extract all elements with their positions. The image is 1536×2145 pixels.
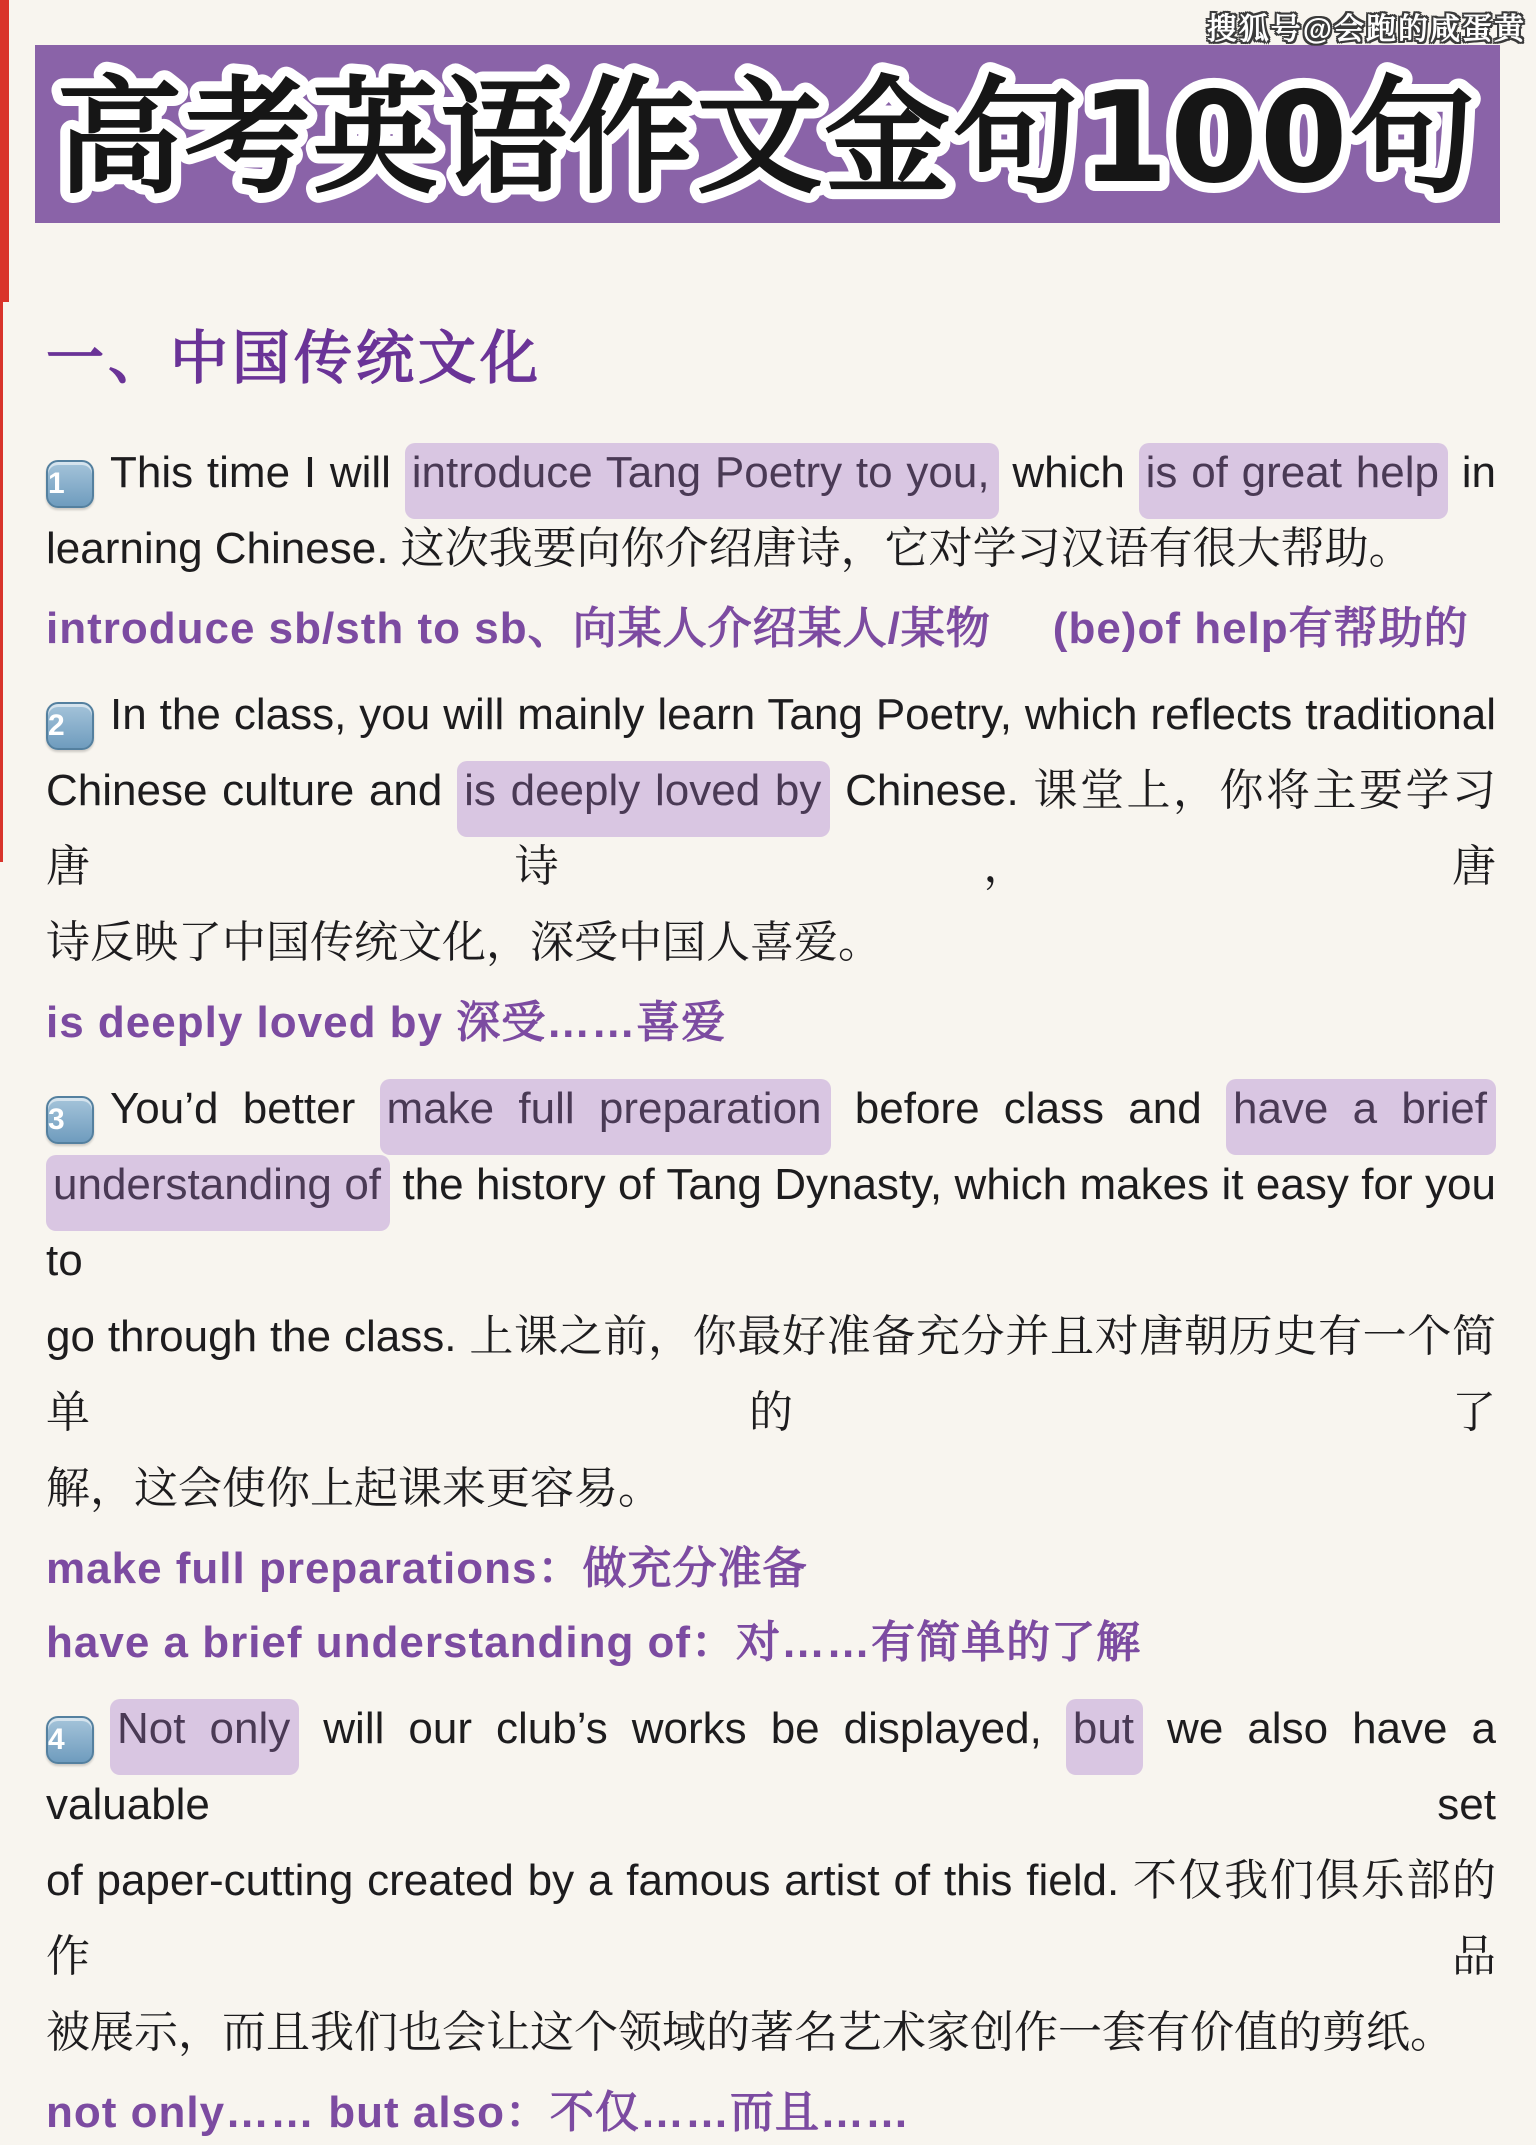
sentence-text: You’d better [110, 1084, 380, 1133]
page-title: 高考英语作文金句100句 [56, 64, 1478, 211]
items-container [46, 435, 1496, 2145]
sentence-text: of paper-cutting created by a famous artist of this field. 不仅我们俱乐部的作品 [46, 1856, 1496, 1981]
highlighted-phrase: make full preparation [380, 1079, 831, 1155]
sentence-text: will our club’s works be displayed, [299, 1704, 1066, 1753]
watermark: 搜狐号@会跑的咸蛋黄 [1206, 13, 1526, 46]
highlighted-phrase: but [1066, 1699, 1143, 1775]
sentence-text: 诗反映了中国传统文化，深受中国人喜爱。 [46, 918, 882, 967]
sentence-item-4 [46, 1691, 1496, 2145]
sentence-text: This time I will [110, 448, 405, 497]
sentence-text: learning Chinese. 这次我要向你介绍唐诗，它对学习汉语有很大帮助。 [46, 524, 1413, 573]
sentence-item-2 [46, 677, 1496, 1055]
item-number-badge: 3 [46, 1096, 94, 1144]
sentence-line [46, 753, 1496, 905]
sentence-line [46, 1299, 1496, 1451]
sentence-text: before class and [830, 1084, 1226, 1133]
phrase-note-text: (be)of help有帮助的 [1052, 604, 1469, 653]
title-banner [35, 45, 1500, 223]
sentence-text: Chinese. 课堂上，你将主要学习唐诗，唐 [46, 766, 1497, 891]
highlighted-phrase: introduce Tang Poetry to you, [405, 443, 999, 519]
phrase-note [46, 1611, 1496, 1675]
sentence-line [46, 905, 1496, 981]
sentence-line [46, 435, 1496, 511]
phrase-note-text: is deeply loved by 深受……喜爱 [46, 998, 727, 1047]
sentence-text: we also have a valuable set [46, 1704, 1496, 1829]
phrase-note-text: not only…… but also：不仅……而且…… [46, 2088, 910, 2137]
highlighted-phrase: is of great help [1139, 443, 1448, 519]
phrase-note-text: introduce sb/sth to sb、向某人介绍某人/某物 [46, 604, 991, 653]
sentence-item-1 [46, 435, 1496, 661]
phrase-note [46, 2081, 1496, 2145]
sentence-text: 解，这会使你上起课来更容易。 [46, 1464, 662, 1513]
content [0, 223, 1536, 2145]
item-number-badge: 1 [46, 460, 94, 508]
sentence-line [46, 1071, 1496, 1147]
sentence-text: the history of Tang Dynasty, which makes it easy for you to [46, 1160, 1496, 1285]
highlighted-phrase: is deeply loved by [457, 761, 830, 837]
highlighted-phrase: understanding of [46, 1155, 390, 1231]
item-number-badge: 2 [46, 702, 94, 750]
sentence-line [46, 1147, 1496, 1299]
sentence-line [46, 1691, 1496, 1843]
sentence-line [46, 677, 1496, 753]
section-heading: 一、中国传统文化 [46, 326, 543, 391]
phrase-note-text: have a brief understanding of：对……有简单的了解 [46, 1618, 1142, 1667]
banner-title-graphic [35, 45, 1500, 223]
phrase-note [46, 597, 1496, 661]
sentence-line [46, 1451, 1496, 1527]
highlighted-phrase: have a brief [1226, 1079, 1496, 1155]
sentence-text: which [998, 448, 1139, 497]
phrase-note [46, 991, 1496, 1055]
sentence-text: Chinese culture and [46, 766, 458, 815]
sentence-text: go through the class. 上课之前，你最好准备充分并且对唐朝历史有一个简单的了 [46, 1312, 1496, 1437]
phrase-note [46, 1537, 1496, 1601]
sentence-line [46, 1843, 1496, 1995]
item-number-badge: 4 [46, 1716, 94, 1764]
phrase-note-text: make full preparations：做充分准备 [46, 1544, 808, 1593]
sentence-line [46, 1995, 1496, 2071]
sentence-line [46, 511, 1496, 587]
sentence-text: In the class, you will mainly learn Tang Poetry, which reflects traditional [110, 690, 1496, 739]
sentence-item-3 [46, 1071, 1496, 1675]
sentence-text: 被展示，而且我们也会让这个领域的著名艺术家创作一套有价值的剪纸。 [46, 2008, 1454, 2057]
sentence-text: in [1447, 448, 1496, 497]
highlighted-phrase: Not only [110, 1699, 299, 1775]
